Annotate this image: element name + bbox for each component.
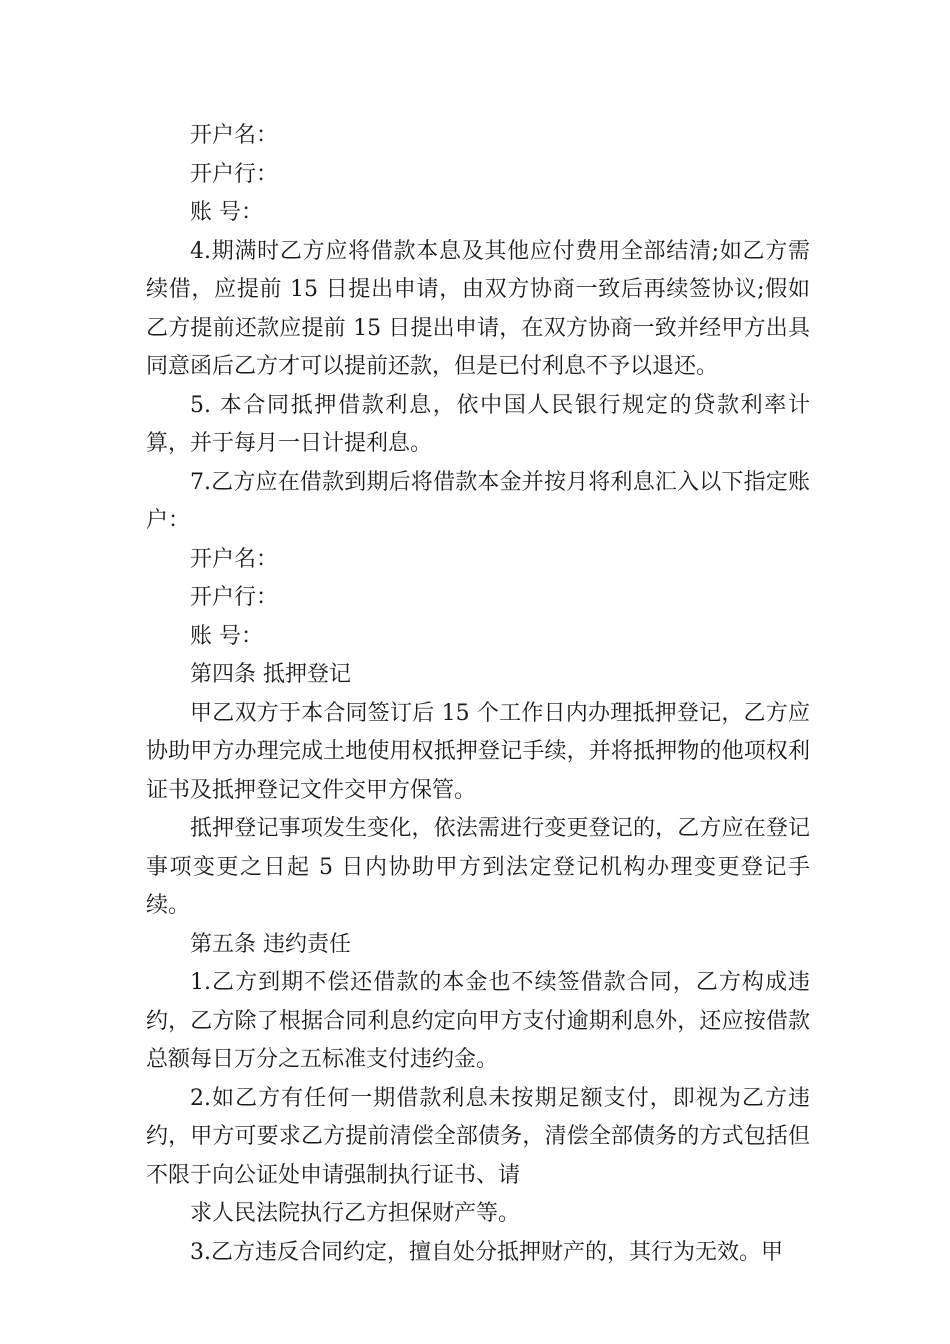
clause-paragraph: 7.乙方应在借款到期后将借款本金并按月将利息汇入以下指定账户：: [146, 469, 810, 533]
account-number-line: 账 号：: [190, 623, 263, 649]
document-body: [146, 117, 810, 1272]
clause-paragraph: 求人民法院执行乙方担保财产等。: [190, 1201, 521, 1226]
account-number-line: 账 号：: [190, 200, 263, 225]
section-heading: 第五条 违约责任: [190, 931, 351, 957]
account-name-line: 开户名：: [190, 546, 279, 572]
clause-paragraph: 5. 本合同抵押借款利息，依中国人民银行规定的贷款利率计算，并于每月一日计提利息。: [146, 392, 810, 456]
bank-name-line: 开户行：: [190, 585, 279, 610]
clause-paragraph: 3.乙方违反合同约定，擅自处分抵押财产的，其行为无效。甲: [190, 1239, 783, 1265]
bank-name-line: 开户行：: [190, 161, 279, 187]
clause-paragraph: 1.乙方到期不偿还借款的本金也不续签借款合同，乙方构成违约，乙方除了根据合同利息约定向甲方支付逾期利息外，还应按借款总额每日万分之五标准支付违约金。: [146, 970, 810, 1072]
section-heading: 第四条 抵押登记: [190, 662, 351, 687]
clause-paragraph: 抵押登记事项发生变化，依法需进行变更登记的，乙方应在登记事项变更之日起 5 日内协助甲方到法定登记机构办理变更登记手续。: [146, 816, 810, 918]
clause-paragraph: 甲乙双方于本合同签订后 15 个工作日内办理抵押登记，乙方应协助甲方办理完成土地使用权抵押登记手续，并将抵押物的他项权利证书及抵押登记文件交甲方保管。: [146, 700, 810, 803]
clause-paragraph: 4.期满时乙方应将借款本息及其他应付费用全部结清;如乙方需续借，应提前 15 日提出申请，由双方协商一致后再续签协议;假如乙方提前还款应提前 15 日提出申请，在双方协商一致并经甲方出具同意函后乙方才可以提前还款，但是已付利息不予以退还。: [146, 238, 810, 379]
account-name-line: 开户名：: [190, 123, 279, 148]
clause-paragraph: 2.如乙方有任何一期借款利息未按期足额支付，即视为乙方违约，甲方可要求乙方提前清偿全部债务，清偿全部债务的方式包括但不限于向公证处申请强制执行证书、请: [146, 1085, 810, 1188]
